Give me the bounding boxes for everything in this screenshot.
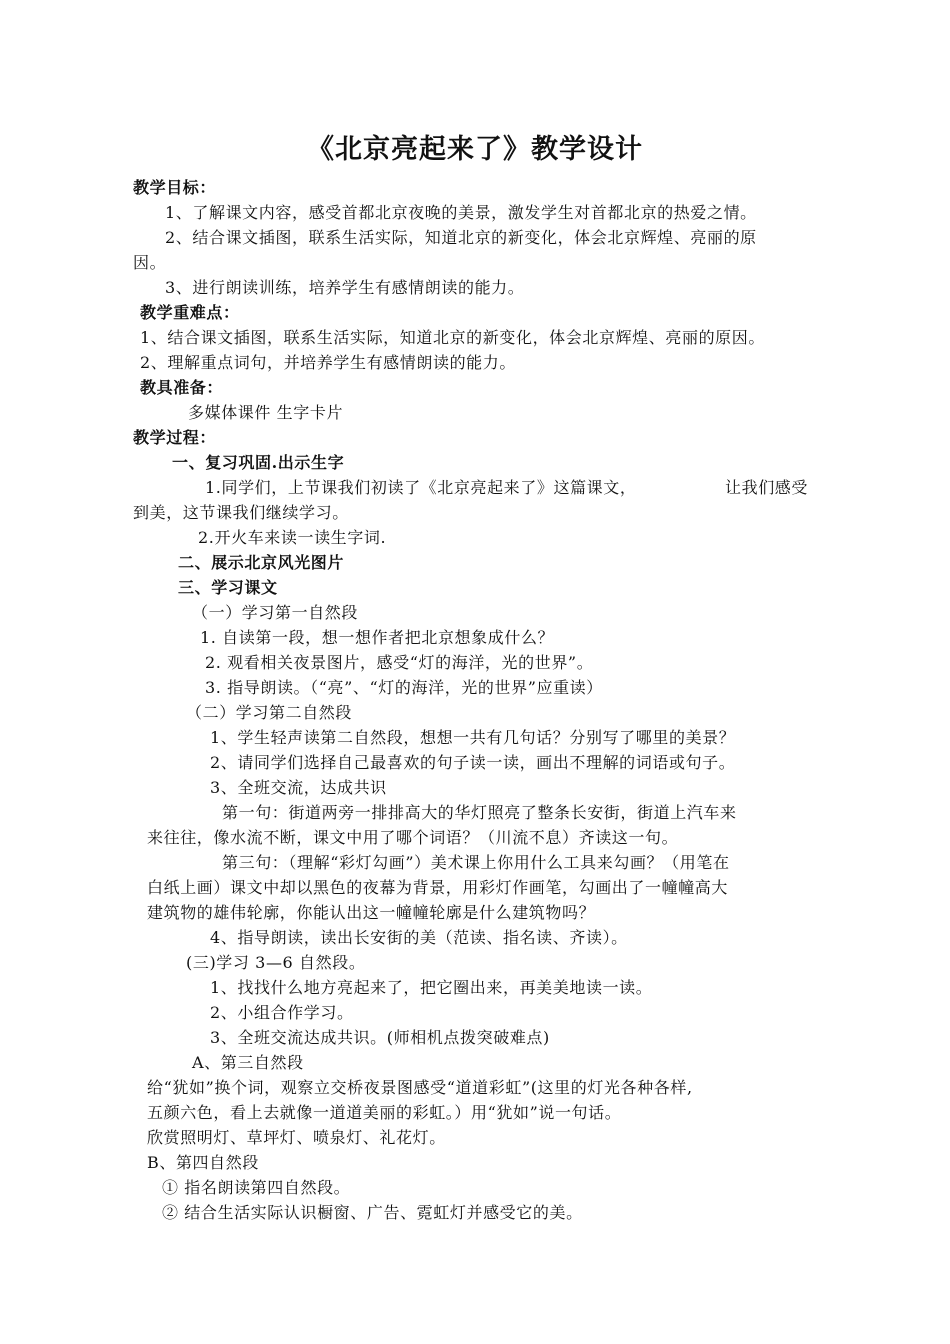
section-1-item-1-line-1-tail: 让我们感受 (725, 478, 809, 497)
section-1-heading: 一、复习巩固.出示生字 (172, 453, 345, 472)
objectives-heading: 教学目标： (133, 178, 217, 197)
part-2-sentence-1-line-2: 来往往，像水流不断，课文中用了哪个词语？（川流不息）齐读这一句。 (147, 828, 679, 847)
part-2-sentence-3-line-1: 第三句：（理解“彩灯勾画”）美术课上你用什么工具来勾画？（用笔在 (222, 853, 730, 872)
part-a-line-1: 给“犹如”换个词，观察立交桥夜景图感受“道道彩虹”(这里的灯光各种各样, (147, 1078, 693, 1097)
objective-item-3: 3、进行朗读训练，培养学生有感情朗读的能力。 (165, 278, 525, 297)
part-2-item-3: 3、全班交流，达成共识 (210, 778, 387, 797)
part-a-line-3: 欣赏照明灯、草坪灯、喷泉灯、礼花灯。 (147, 1128, 446, 1147)
materials-content: 多媒体课件 生字卡片 (188, 403, 344, 422)
section-2-heading: 二、展示北京风光图片 (178, 553, 345, 572)
process-heading: 教学过程： (133, 428, 217, 447)
document-title: 《北京亮起来了》教学设计 (307, 134, 643, 165)
part-3-heading: (三)学习 3—6 自然段。 (186, 953, 366, 972)
part-2-sentence-1-line-1: 第一句：街道两旁一排排高大的华灯照亮了整条长安街，街道上汽车来 (222, 803, 737, 822)
part-3-item-1: 1、找找什么地方亮起来了，把它圈出来，再美美地读一读。 (210, 978, 653, 997)
part-2-item-2: 2、请同学们选择自己最喜欢的句子读一读，画出不理解的词语或句子。 (210, 753, 736, 772)
part-1-item-1: 1. 自读第一段，想一想作者把北京想象成什么？ (200, 628, 555, 647)
part-a-heading: A、第三自然段 (192, 1053, 304, 1072)
key-point-item-1: 1、结合课文插图，联系生活实际，知道北京的新变化，体会北京辉煌、亮丽的原因。 (140, 328, 765, 347)
objective-item-2-line-1: 2、结合课文插图，联系生活实际，知道北京的新变化，体会北京辉煌、亮丽的原 (165, 228, 757, 247)
part-3-item-2: 2、小组合作学习。 (210, 1003, 354, 1022)
key-points-heading: 教学重难点： (140, 303, 240, 322)
section-3-heading: 三、学习课文 (178, 578, 278, 597)
section-1-item-1-line-1: 1.同学们，上节课我们初读了《北京亮起来了》这篇课文， (205, 478, 637, 497)
part-1-heading: （一）学习第一自然段 (192, 603, 359, 622)
section-1-item-1-line-2: 到美，这节课我们继续学习。 (133, 503, 349, 522)
part-b-item-1: ① 指名朗读第四自然段。 (162, 1178, 351, 1197)
objective-item-2-line-2: 因。 (133, 253, 167, 272)
part-2-sentence-3-line-2: 白纸上画）课文中却以黑色的夜幕为背景，用彩灯作画笔，勾画出了一幢幢高大 (147, 878, 729, 897)
part-2-heading: （二）学习第二自然段 (186, 703, 353, 722)
part-a-line-2: 五颜六色，看上去就像一道道美丽的彩虹。）用“犹如”说一句话。 (147, 1103, 622, 1122)
part-1-item-3: 3. 指导朗读。（“亮”、“灯的海洋，光的世界”应重读） (205, 678, 603, 697)
part-1-item-2: 2. 观看相关夜景图片，感受“灯的海洋，光的世界”。 (205, 653, 594, 672)
section-1-item-2: 2.开火车来读一读生字词. (198, 528, 387, 547)
part-2-sentence-3-line-3: 建筑物的雄伟轮廓，你能认出这一幢幢轮廓是什么建筑物吗？ (147, 903, 596, 922)
key-point-item-2: 2、理解重点词句，并培养学生有感情朗读的能力。 (140, 353, 516, 372)
part-b-item-2: ② 结合生活实际认识橱窗、广告、霓虹灯并感受它的美。 (162, 1203, 583, 1222)
part-b-heading: B、第四自然段 (147, 1153, 259, 1172)
part-2-item-1: 1、学生轻声读第二自然段，想想一共有几句话？分别写了哪里的美景？ (210, 728, 736, 747)
part-2-item-4: 4、指导朗读，读出长安街的美（范读、指名读、齐读）。 (210, 928, 628, 947)
materials-heading: 教具准备： (140, 378, 224, 397)
part-3-item-3: 3、全班交流达成共识。(师相机点拨突破难点) (210, 1028, 550, 1047)
objective-item-1: 1、了解课文内容，感受首都北京夜晚的美景，激发学生对首都北京的热爱之情。 (165, 203, 757, 222)
